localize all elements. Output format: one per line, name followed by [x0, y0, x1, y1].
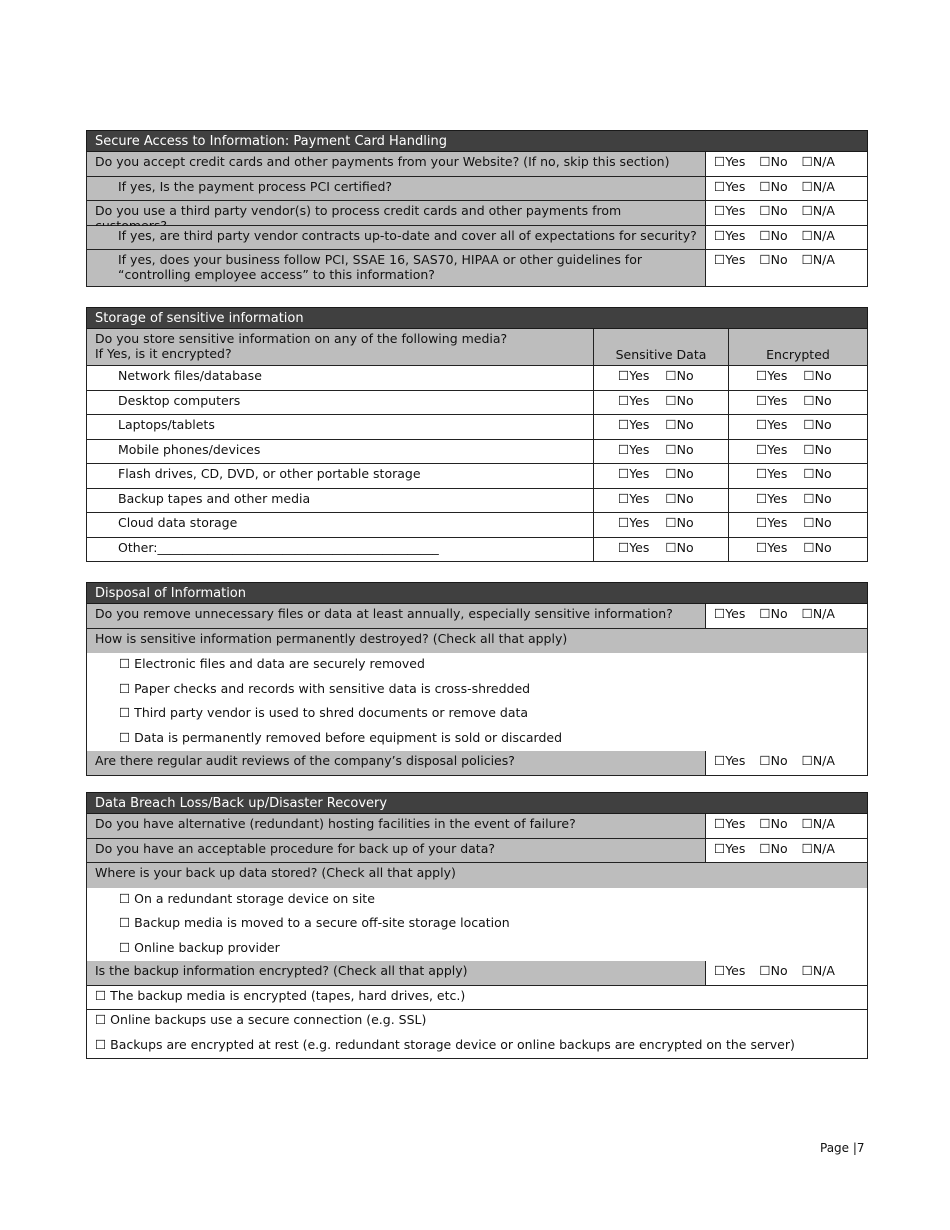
no-checkbox[interactable]: ☐No [803, 539, 832, 555]
encrypted-options[interactable] [728, 489, 867, 513]
no-checkbox[interactable]: ☐No [665, 466, 694, 481]
na-checkbox[interactable]: ☐N/A [801, 963, 835, 978]
no-checkbox[interactable]: ☐No [665, 441, 694, 457]
question-row [86, 863, 868, 888]
no-checkbox[interactable]: ☐No [759, 816, 788, 831]
page-number: Page |7 [820, 1141, 865, 1155]
yes-no-na-options[interactable] [705, 226, 867, 250]
no-checkbox[interactable]: ☐No [803, 515, 832, 530]
no-checkbox[interactable]: ☐No [803, 417, 832, 432]
yes-checkbox[interactable]: ☐Yes [714, 840, 746, 856]
question-text: Is the backup information encrypted? (Check all that apply) [87, 961, 705, 985]
storage-media-row [86, 391, 868, 416]
media-label: Desktop computers [87, 391, 593, 415]
yes-checkbox[interactable]: ☐Yes [618, 466, 650, 481]
no-checkbox[interactable]: ☐No [803, 490, 832, 506]
question-row [86, 152, 868, 177]
media-label: Mobile phones/devices [87, 440, 593, 464]
encryption-option[interactable]: ☐ Backups are encrypted at rest (e.g. redundant storage device or online backups are encrypted on the server) [87, 1035, 867, 1059]
question-text: How is sensitive information permanently destroyed? (Check all that apply) [87, 629, 867, 654]
yes-checkbox[interactable]: ☐Yes [714, 816, 746, 831]
storage-intro [87, 329, 593, 365]
checklist-item[interactable]: ☐ Electronic files and data are securely removed [119, 656, 425, 671]
encrypted-options[interactable] [728, 538, 867, 562]
media-label: Other:_____________________________________________ [87, 538, 593, 562]
sensitive-data-column-header: Sensitive Data [593, 329, 728, 365]
question-text: Do you remove unnecessary files or data at least annually, especially sensitive information? [87, 604, 705, 628]
section-header: Storage of sensitive information [86, 307, 868, 329]
question-text [87, 250, 705, 286]
yes-checkbox[interactable]: ☐Yes [618, 515, 650, 530]
yes-checkbox[interactable]: ☐Yes [618, 368, 650, 383]
media-label: Laptops/tablets [87, 415, 593, 439]
checklist-item[interactable]: ☐ Online backup provider [119, 939, 280, 955]
disposal-section [86, 582, 868, 776]
no-checkbox[interactable]: ☐No [803, 368, 832, 383]
encrypted-options[interactable] [728, 513, 867, 537]
no-checkbox[interactable]: ☐No [665, 368, 694, 383]
na-checkbox[interactable]: ☐N/A [801, 154, 835, 169]
encryption-option[interactable]: ☐ Online backups use a secure connection (e.g. SSL) [87, 1010, 867, 1035]
no-checkbox[interactable]: ☐No [665, 392, 694, 408]
yes-checkbox[interactable]: ☐Yes [756, 539, 788, 555]
yes-no-na-options[interactable] [705, 201, 867, 225]
checklist-item[interactable]: ☐ Third party vendor is used to shred documents or remove data [119, 705, 529, 720]
question-text: Do you have an acceptable procedure for back up of your data? [87, 839, 705, 863]
na-checkbox[interactable]: ☐N/A [801, 840, 835, 856]
question-row [86, 250, 868, 287]
sensitive-data-options[interactable] [593, 489, 728, 513]
no-checkbox[interactable]: ☐No [759, 227, 788, 243]
question-row [86, 751, 868, 776]
no-checkbox[interactable]: ☐No [665, 539, 694, 555]
na-checkbox[interactable]: ☐N/A [801, 178, 835, 194]
question-row [86, 201, 868, 226]
question-row [86, 629, 868, 654]
yes-checkbox[interactable]: ☐Yes [618, 539, 650, 555]
section-header: Secure Access to Information: Payment Card Handling [86, 130, 868, 152]
no-checkbox[interactable]: ☐No [665, 417, 694, 432]
checklist [86, 888, 868, 962]
media-label: Backup tapes and other media [87, 489, 593, 513]
no-checkbox[interactable]: ☐No [759, 963, 788, 978]
na-checkbox[interactable]: ☐N/A [801, 227, 835, 243]
encryption-option-row [86, 986, 868, 1011]
section-header: Disposal of Information [86, 582, 868, 604]
yes-checkbox[interactable]: ☐Yes [618, 490, 650, 506]
yes-no-na-options[interactable] [705, 839, 867, 863]
encryption-option-row [86, 1035, 868, 1060]
yes-checkbox[interactable]: ☐Yes [756, 368, 788, 383]
na-checkbox[interactable]: ☐N/A [801, 252, 835, 267]
payment-card-section [86, 130, 868, 287]
no-checkbox[interactable]: ☐No [759, 154, 788, 169]
question-text: Do you have alternative (redundant) hosting facilities in the event of failure? [87, 814, 705, 838]
question-line: If yes, does your business follow PCI, SSAE 16, SAS70, HIPAA or other guidelines for [118, 252, 642, 267]
no-checkbox[interactable]: ☐No [803, 392, 832, 408]
encryption-option[interactable]: ☐ The backup media is encrypted (tapes, hard drives, etc.) [87, 986, 867, 1010]
question-text: Where is your back up data stored? (Check all that apply) [87, 863, 867, 888]
sensitive-data-options[interactable] [593, 538, 728, 562]
yes-checkbox[interactable]: ☐Yes [714, 963, 746, 978]
no-checkbox[interactable]: ☐No [665, 490, 694, 506]
storage-media-row [86, 440, 868, 465]
storage-media-row [86, 513, 868, 538]
sensitive-data-options[interactable] [593, 391, 728, 415]
yes-checkbox[interactable]: ☐Yes [756, 417, 788, 432]
yes-checkbox[interactable]: ☐Yes [756, 441, 788, 457]
yes-no-na-options[interactable] [705, 152, 867, 176]
checklist-item[interactable]: ☐ Data is permanently removed before equipment is sold or discarded [119, 729, 563, 745]
sensitive-data-options[interactable] [593, 464, 728, 488]
encrypted-column-header: Encrypted [728, 329, 867, 365]
storage-section [86, 307, 868, 562]
no-checkbox[interactable]: ☐No [759, 178, 788, 194]
checklist [86, 653, 868, 751]
na-checkbox[interactable]: ☐N/A [801, 606, 835, 621]
sensitive-data-options[interactable] [593, 440, 728, 464]
sensitive-data-options[interactable] [593, 513, 728, 537]
encrypted-options[interactable] [728, 464, 867, 488]
question-row [86, 814, 868, 839]
storage-rows [86, 366, 868, 562]
yes-checkbox[interactable]: ☐Yes [618, 392, 650, 408]
yes-checkbox[interactable]: ☐Yes [756, 515, 788, 530]
yes-checkbox[interactable]: ☐Yes [618, 441, 650, 457]
encrypted-options[interactable] [728, 366, 867, 390]
sensitive-data-options[interactable] [593, 366, 728, 390]
no-checkbox[interactable]: ☐No [665, 515, 694, 530]
na-checkbox[interactable]: ☐N/A [801, 203, 835, 218]
checklist-item[interactable]: ☐ On a redundant storage device on site [119, 890, 375, 906]
storage-media-row [86, 538, 868, 563]
yes-checkbox[interactable]: ☐Yes [714, 154, 746, 169]
media-label: Flash drives, CD, DVD, or other portable storage [87, 464, 593, 488]
question-text: If yes, are third party vendor contracts up-to-date and cover all of expectations for security? [87, 226, 705, 250]
na-checkbox[interactable]: ☐N/A [801, 753, 835, 768]
yes-checkbox[interactable]: ☐Yes [756, 392, 788, 408]
yes-checkbox[interactable]: ☐Yes [618, 417, 650, 432]
no-checkbox[interactable]: ☐No [759, 203, 788, 218]
media-label: Network files/database [87, 366, 593, 390]
question-row [86, 177, 868, 202]
no-checkbox[interactable]: ☐No [803, 466, 832, 481]
question-text: Do you accept credit cards and other payments from your Website? (If no, skip this section) [87, 152, 705, 176]
question-row [86, 839, 868, 864]
yes-checkbox[interactable]: ☐Yes [714, 606, 746, 621]
yes-checkbox[interactable]: ☐Yes [714, 252, 746, 267]
yes-checkbox[interactable]: ☐Yes [714, 178, 746, 194]
yes-checkbox[interactable]: ☐Yes [714, 227, 746, 243]
sensitive-data-options[interactable] [593, 415, 728, 439]
question-row [86, 226, 868, 251]
encryption-option-row [86, 1010, 868, 1035]
na-checkbox[interactable]: ☐N/A [801, 816, 835, 831]
storage-media-row [86, 489, 868, 514]
encrypted-options[interactable] [728, 415, 867, 439]
intro-line: Do you store sensitive information on any of the following media? [95, 331, 508, 346]
backup-section [86, 792, 868, 1059]
yes-no-na-options[interactable] [705, 961, 867, 985]
yes-checkbox[interactable]: ☐Yes [714, 203, 746, 218]
yes-no-na-options[interactable] [705, 177, 867, 201]
storage-media-row [86, 464, 868, 489]
storage-media-row [86, 366, 868, 391]
no-checkbox[interactable]: ☐No [759, 606, 788, 621]
encrypted-options[interactable] [728, 440, 867, 464]
question-text: Do you use a third party vendor(s) to process credit cards and other payments from [87, 201, 705, 225]
yes-no-na-options[interactable] [705, 814, 867, 838]
storage-header-row [86, 329, 868, 366]
storage-media-row [86, 415, 868, 440]
question-text: Are there regular audit reviews of the company’s disposal policies? [87, 751, 705, 775]
no-checkbox[interactable]: ☐No [803, 441, 832, 457]
intro-line: If Yes, is it encrypted? [95, 346, 232, 361]
yes-checkbox[interactable]: ☐Yes [756, 490, 788, 506]
yes-no-na-options[interactable] [705, 250, 867, 286]
encrypted-options[interactable] [728, 391, 867, 415]
yes-no-na-options[interactable] [705, 604, 867, 628]
question-line: “controlling employee access” to this information? [118, 267, 435, 282]
question-row [86, 961, 868, 986]
checklist-item[interactable]: ☐ Paper checks and records with sensitive data is cross-shredded [119, 680, 531, 696]
yes-no-na-options[interactable] [705, 751, 867, 775]
media-label: Cloud data storage [87, 513, 593, 537]
no-checkbox[interactable]: ☐No [759, 840, 788, 856]
yes-checkbox[interactable]: ☐Yes [714, 753, 746, 768]
yes-checkbox[interactable]: ☐Yes [756, 466, 788, 481]
checklist-item[interactable]: ☐ Backup media is moved to a secure off-site storage location [119, 915, 510, 930]
section-header: Data Breach Loss/Back up/Disaster Recovery [86, 792, 868, 814]
no-checkbox[interactable]: ☐No [759, 252, 788, 267]
question-row [86, 604, 868, 629]
question-text: If yes, Is the payment process PCI certified? [87, 177, 705, 201]
no-checkbox[interactable]: ☐No [759, 753, 788, 768]
